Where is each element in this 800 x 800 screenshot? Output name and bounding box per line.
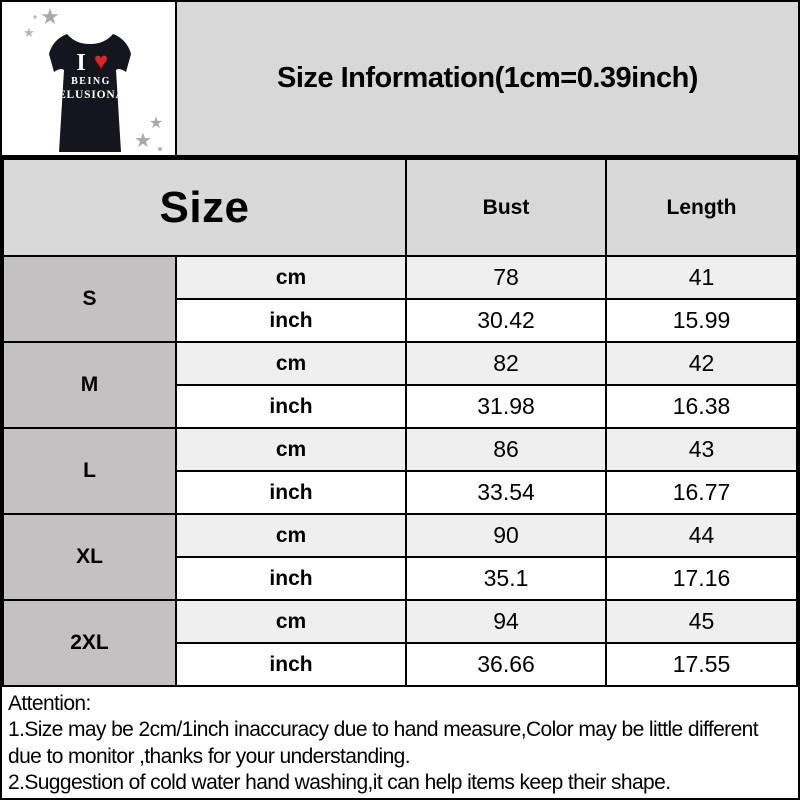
bust-value: 36.66: [406, 643, 606, 686]
column-header-bust: Bust: [406, 159, 606, 256]
star-dot: [158, 147, 162, 151]
size-label-2xl: 2XL: [3, 600, 176, 686]
product-photo: [2, 2, 177, 155]
column-header-size: Size: [3, 159, 406, 256]
unit-cell: cm: [176, 600, 406, 643]
title-panel: [177, 2, 798, 155]
size-label-s: S: [3, 256, 176, 342]
star-icon: ★: [40, 4, 60, 29]
unit-cell: cm: [176, 256, 406, 299]
shirt-text-delusional: DELUSIONAL: [48, 89, 134, 101]
bust-value: 90: [406, 514, 606, 557]
length-value: 45: [606, 600, 797, 643]
top-band: [2, 2, 798, 158]
bust-value: 82: [406, 342, 606, 385]
attention-note-2: 2.Suggestion of cold water hand washing,it can help items keep their shape.: [8, 771, 671, 795]
length-value: 17.55: [606, 643, 797, 686]
bust-value: 78: [406, 256, 606, 299]
table-row: [3, 256, 797, 299]
unit-cell: inch: [176, 471, 406, 514]
attention-notes: [2, 687, 798, 798]
heart-icon: ♥: [93, 48, 109, 75]
table-row: [3, 342, 797, 385]
bust-value: 30.42: [406, 299, 606, 342]
length-value: 44: [606, 514, 797, 557]
star-icon: ★: [134, 130, 152, 152]
star-dot: [33, 15, 36, 18]
unit-cell: cm: [176, 428, 406, 471]
length-value: 41: [606, 256, 797, 299]
unit-cell: inch: [176, 299, 406, 342]
size-label-xl: XL: [3, 514, 176, 600]
table-header-row: [3, 159, 797, 256]
bust-value: 35.1: [406, 557, 606, 600]
star-icon: ★: [148, 115, 164, 132]
bust-value: 94: [406, 600, 606, 643]
table-row: [3, 428, 797, 471]
table-row: [3, 514, 797, 557]
length-value: 42: [606, 342, 797, 385]
length-value: 15.99: [606, 299, 797, 342]
tshirt-illustration: [2, 2, 175, 155]
size-table: [2, 158, 798, 687]
unit-cell: inch: [176, 643, 406, 686]
unit-cell: inch: [176, 557, 406, 600]
length-value: 16.77: [606, 471, 797, 514]
length-value: 43: [606, 428, 797, 471]
attention-note-1: 1.Size may be 2cm/1inch inaccuracy due to hand measure,Color may be little different due to monitor ,thanks for your understanding.: [8, 718, 758, 768]
shirt-text-being: BEING: [71, 76, 111, 87]
table-row: [3, 600, 797, 643]
size-label-m: M: [3, 342, 176, 428]
star-icon: ★: [23, 25, 35, 40]
bust-value: 86: [406, 428, 606, 471]
attention-heading: Attention:: [8, 692, 91, 715]
column-header-length: Length: [606, 159, 797, 256]
bust-value: 33.54: [406, 471, 606, 514]
length-value: 16.38: [606, 385, 797, 428]
unit-cell: cm: [176, 514, 406, 557]
shirt-text-i: I: [76, 50, 86, 76]
unit-cell: cm: [176, 342, 406, 385]
length-value: 17.16: [606, 557, 797, 600]
size-label-l: L: [3, 428, 176, 514]
bust-value: 31.98: [406, 385, 606, 428]
page-title: Size Information(1cm=0.39inch): [277, 62, 698, 94]
unit-cell: inch: [176, 385, 406, 428]
